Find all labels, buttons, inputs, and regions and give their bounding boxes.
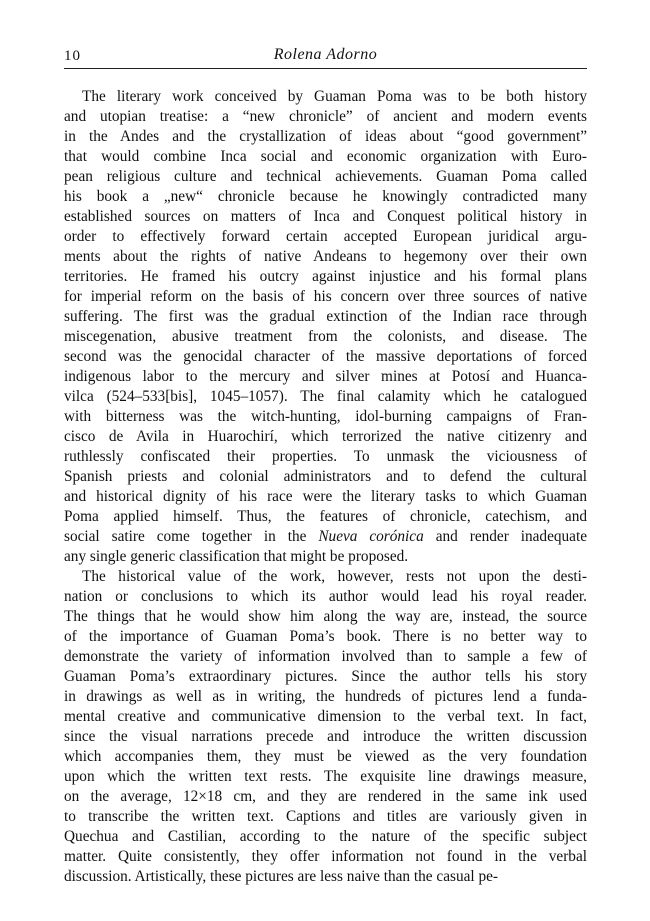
- text-line: Guaman Poma’s extraordinary pictures. Since the author tells his story: [64, 668, 587, 685]
- text-line: The things that he would show him along the way are, instead, the source: [64, 608, 587, 625]
- text-line: that would combine Inca social and economic organization with Euro-: [64, 148, 587, 165]
- text-line: The historical value of the work, however, rests not upon the desti-: [82, 568, 587, 585]
- text-line: established sources on matters of Inca and Conquest political history in: [64, 208, 587, 225]
- text-line: suffering. The first was the gradual extinction of the Indian race through: [64, 308, 587, 325]
- text-line: social satire come together in the Nueva corónica and render inadequate: [64, 528, 587, 545]
- text-line: order to effectively forward certain accepted European juridical argu-: [64, 228, 587, 245]
- running-title: Rolena Adorno: [273, 46, 378, 63]
- book-page: [64, 42, 587, 887]
- text-line: ments about the rights of native Andeans to hegemony over their own: [64, 248, 587, 265]
- text-line: of the importance of Guaman Poma’s book. There is no better way to: [64, 628, 587, 645]
- text-line: Spanish priests and colonial administrators and to defend the cultural: [64, 468, 587, 485]
- book-title-italic: Nueva corónica: [318, 528, 424, 545]
- text-line: pean religious culture and technical achievements. Guaman Poma called: [64, 168, 587, 185]
- text-line: and utopian treatise: a “new chronicle” of ancient and modern events: [64, 108, 587, 125]
- text-line: for imperial reform on the basis of his concern over three sources of native: [64, 288, 587, 305]
- text-line: miscegenation, abusive treatment from the colonists, and disease. The: [64, 328, 587, 345]
- text-line: Poma applied himself. Thus, the features of chronicle, catechism, and: [64, 508, 587, 525]
- text-line: in the Andes and the crystallization of ideas about “good government”: [64, 128, 587, 145]
- text-line: in drawings as well as in writing, the hundreds of pictures lend a funda-: [64, 688, 587, 705]
- text-line: ruthlessly confiscated their properties. To unmask the viciousness of: [64, 448, 587, 465]
- paragraph-1: [64, 87, 587, 567]
- running-head: [64, 42, 587, 69]
- text-line: vilca (524–533[bis], 1045–1057). The final calamity which he catalogued: [64, 388, 587, 405]
- text-line: to transcribe the written text. Captions and titles are variously given in: [64, 808, 587, 825]
- text-line: nation or conclusions to which its author would lead his royal reader.: [64, 588, 587, 605]
- body-text: [64, 87, 587, 887]
- text-line: with bitterness was the witch-hunting, idol-burning campaigns of Fran-: [64, 408, 587, 425]
- text-line: matter. Quite consistently, they offer information not found in the verbal: [64, 848, 587, 865]
- text-line: territories. He framed his outcry against injustice and his formal plans: [64, 268, 587, 285]
- text-line: on the average, 12×18 cm, and they are rendered in the same ink used: [64, 788, 587, 805]
- text-line: discussion. Artistically, these pictures are less naive than the casual pe-: [64, 868, 498, 885]
- text-line: cisco de Avila in Huarochirí, which terrorized the native citizenry and: [64, 428, 587, 445]
- text-line: Quechua and Castilian, according to the nature of the specific subject: [64, 828, 587, 845]
- text-line: since the visual narrations precede and introduce the written discussion: [64, 728, 587, 745]
- text-line: any single generic classification that might be proposed.: [64, 548, 409, 565]
- paragraph-2: [64, 567, 587, 887]
- text-line: indigenous labor to the mercury and silver mines at Potosí and Huanca-: [64, 368, 587, 385]
- page-number: 10: [64, 48, 81, 64]
- text-line: second was the genocidal character of the massive deportations of forced: [64, 348, 587, 365]
- text-line: demonstrate the variety of information involved than to sample a few of: [64, 648, 587, 665]
- text-line: The literary work conceived by Guaman Poma was to be both history: [82, 88, 587, 105]
- text-line: which accompanies them, they must be viewed as the very foundation: [64, 748, 587, 765]
- text-line: his book a „new“ chronicle because he knowingly contradicted many: [64, 188, 587, 205]
- text-line: mental creative and communicative dimension to the verbal text. In fact,: [64, 708, 587, 725]
- text-line: and historical dignity of his race were the literary tasks to which Guaman: [64, 488, 587, 505]
- text-line: upon which the written text rests. The exquisite line drawings measure,: [64, 768, 587, 785]
